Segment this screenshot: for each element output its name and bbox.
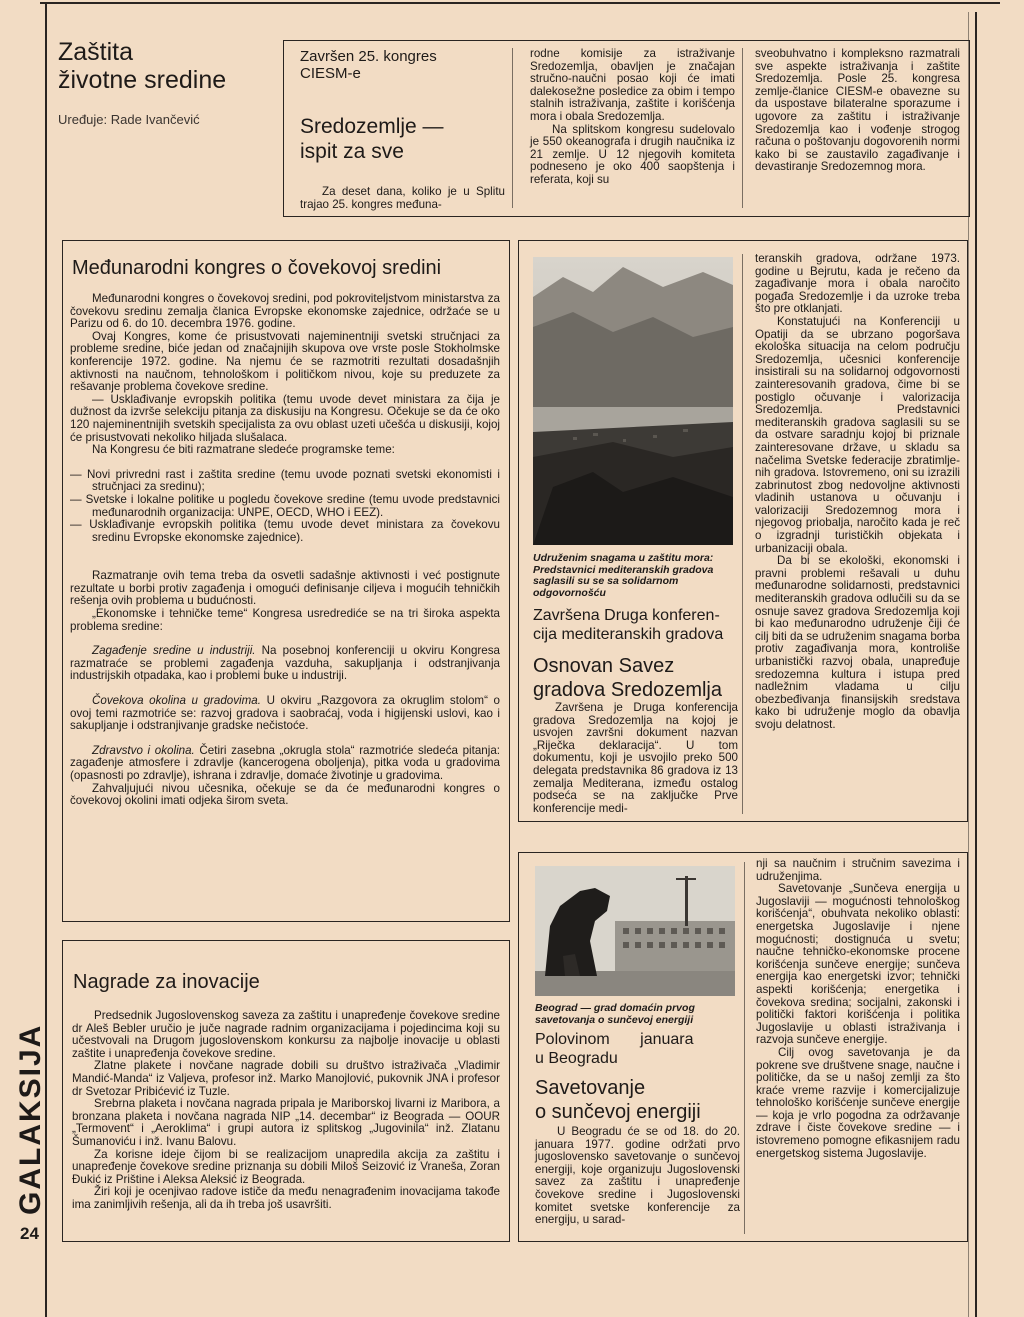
mediterranean-caption: Udruženim snagama u zaštitu mora: Predstavnici mediteranskih gradova saglasili su se sa solidarnom odgovornošću	[533, 552, 714, 599]
mediterranean-col2-p3: Da bi se ekološki, ekonomski i pravni problemi rešavali u duhu međunarodne solidarnosti, predstavnici mediteranskih gradova odlučili su da se osnuje savez gradova Sredozemlja koji bi kao međunarodno udruženje čiji će cilj biti da se udruženim snagama borba protiv zagađivanja mora, kontroliše urbanistički razvoj obala, unapređuje sredozemna kultura i istupa pred nadležnim vladama u cilju obezbeđivanja finansijskih sredstava kako bi udruženje moglo da obavlja svoju delatnost.	[755, 554, 960, 731]
solar-kicker-month: januara	[640, 1031, 694, 1048]
solar-col2-p3: Cilj ovog savetovanja je da pokrene sve društvene snage, naučne i političke, da se u našoj zemlji za što kraće vreme razvije i komercijalizuje tehnološko korišćenje sunčeve energije — koja je vrlo pogodna za održavanje zdrave i čiste čovekove sredine — i istovremeno pomogne efikasnijem radu energetskog sistema Jugoslavije.	[756, 1045, 960, 1160]
magazine-logo: GALAKSIJA	[14, 1023, 47, 1215]
top-headline-line1: Sredozemlje —	[300, 115, 444, 138]
solar-headline-line1: Savetovanje	[535, 1077, 646, 1099]
congress-p7	[70, 645, 500, 683]
solar-caption: Beograd — grad domaćin prvog savetovanja o sunčevoj energiji	[535, 1002, 695, 1026]
top-col2-p2: Na splitskom kongresu sudelovalo je 550 okeanografa i drugih naučnika iz 21 zemlje. U 12 njegovih komiteta podneseno je oko 400 saopštenja i referata, koji su	[530, 122, 735, 186]
top-col-rule-2	[742, 48, 743, 208]
congress-p9-text: Četiri zasebna „okrugla stola“ razmotriće sledeća pitanja: zagađenje atmosfere i zdravlje (kancerogena oboljenja), pitka voda u gradovima (opasnosti po zdravlje), ishrana i zdravlje, domaće životinje u gradovima.	[70, 743, 500, 782]
top-col2-p1: rodne komisije za istraživanje Sredozemlja, obavljen je značajan stručno-naučni posao koji će imati dalekosežne posledice za obim i tempo stalnih istraživanja, zaštite i korišćenja mora i obala Sredozemlja.	[530, 47, 735, 123]
frame-right-line	[975, 12, 977, 1317]
congress-body	[70, 293, 500, 808]
solar-col1	[535, 1126, 740, 1227]
solar-kicker	[535, 1030, 735, 1068]
top-article-col2	[530, 48, 735, 187]
awards-p3: Srebrna plaketa i novčana nagrada pripala je Mariborskoj livarni iz Maribora, a bronzana plaketa i novčana nagrada NIP „14. decembar“ iz Beograda — OOUR „Termovent“ i „Aeroklima“ i grupi autora iz splitskog „Jugovinila“ inž. Zlatanu Šumanoviću i inž. Ivanu Balovu.	[72, 1097, 500, 1148]
congress-list	[70, 469, 500, 545]
frame-top-line	[40, 2, 1000, 4]
congress-title: Međunarodni kongres o čovekovoj sredini	[72, 257, 442, 279]
section-header	[58, 38, 278, 127]
mediterranean-coast-photo	[533, 257, 733, 545]
congress-p5: Razmatranje ovih tema treba da osvetli sadašnje aktivnosti i već postignute rezultate u borbi protiv zagađenja i omogući definisanje ciljeva i mogućih tehničkih rešenja ovih problema u budućnosti.	[70, 569, 500, 608]
awards-p4: Za korisne ideje čijom bi se realizacijom unapredila akcija za zaštitu i unapređenje čovekove sredine priznanja su dobili Miloš Seizović iz Vraneša, Zoran Đukić iz Prištine i Aleksa Aleksić iz Beograda.	[72, 1147, 500, 1186]
congress-p8-text: U okviru „Razgovora za okruglim stolom“ o ovoj temi razmotriće se: razvoj gradova i saobraćaj, voda i higijenski uslovi, kao i sakupljanje i odstranjivanje gradske nečistoće.	[70, 694, 500, 733]
top-article-col1	[300, 186, 505, 211]
congress-p7-lead: Zagađenje sredine u industriji.	[92, 644, 256, 658]
top-headline-line2: ispit za sve	[300, 140, 404, 163]
solar-kicker-line2: u Beogradu	[535, 1050, 618, 1067]
section-title-line2: životne sredine	[58, 66, 227, 94]
congress-p10: Zahvaljujući nivou učesnika, očekuje se da će međunarodni kongres o čovekovoj okolini imati odjeka širom sveta.	[70, 781, 500, 808]
belgrade-photo-image	[535, 866, 735, 996]
solar-col1-text: U Beogradu će se od 18. do 20. januara 1977. godine održati prvo jugoslovensko savetovanje o sunčevoj energiji, koje organizuju Jugoslovenski savez za zaštitu i unapređenje čovekove sredine i Jugoslovenski komitet svetske konferencije za energiju, u sarad-	[535, 1125, 740, 1227]
solar-col2-p1: nji sa naučnim i stručnim savezima i udruženjima.	[756, 857, 960, 883]
top-article-col3	[755, 48, 960, 174]
mediterranean-kicker: Završena Druga konferencija mediteranskih gradova	[533, 607, 724, 643]
mediterranean-col2-p1: teranskih gradova, održane 1973. godine u Bejrutu, kada je rečeno da zagađivanje mora i obala naročito pogađa Sredozemlje i da uzroke treba što pre otklanjati.	[755, 252, 960, 316]
mediterranean-col2	[755, 253, 960, 732]
solar-headline	[535, 1076, 740, 1124]
congress-p6: „Ekonomske i tehničke teme“ Kongresa usredrediće se na tri široka aspekta problema sredine:	[70, 607, 500, 633]
congress-p8-lead: Čovekova okolina u gradovima.	[92, 694, 261, 708]
top-col-rule-1	[512, 48, 513, 208]
top-article-headline	[300, 114, 505, 164]
solar-caption-wrap	[535, 1003, 735, 1026]
mediterranean-caption-wrap	[533, 553, 733, 599]
coast-photo-image	[533, 257, 733, 545]
solar-col2-p2: Savetovanje „Sunčeva energija u Jugoslaviji — mogućnosti tehnološkog korišćenja“, obuhvata nekoliko oblasti: energetska Jugoslavije i njene mogućnosti; dostignuća u svetu; naučne tehničko-ekonomske procene korišćenja sunčeve energije; sunčeva energija kao energetski izvor; tehnički aspekti korišćenja; energetika i čovekova sredina; socijalni, zakonski i politički faktori korišćenja i politika Jugoslavije u oblasti istraživanja i razvoja sunčeve energije.	[756, 882, 960, 1047]
mediterranean-col-rule	[742, 254, 743, 814]
congress-list-item: — Svetske i lokalne politike u pogledu čovekove sredine (temu uvode predstavnici međunarodnih organizacija: UNPE, OECD, WHO i EEZ).	[70, 492, 500, 519]
congress-list-item: — Usklađivanje evropskih politika (temu uvode devet ministara za čovekovu sredinu Evropske ekonomske zajednice).	[70, 518, 500, 544]
congress-list-item: — Novi privredni rast i zaštita sredine (temu uvode poznati svetski ekonomisti i stručnjaci za sredinu);	[70, 467, 500, 494]
congress-p7-text: Na posebnoj konferenciji u okviru Kongresa razmatraće se problemi zagađenja vazduha, sakupljanja i odstranjivanja industrijskih otpadaka, kao i problemi buke u industriji.	[70, 644, 500, 683]
congress-p9	[70, 745, 500, 783]
congress-p3: — Usklađivanje evropskih politika (temu uvode devet ministara za čija je dužnost da izvrše selekciju pitanja za diskusiju na Kongresu. Očekuje se da će oko 120 najeminentnijih svetskih specijalista za ovu oblast uzeti učešća u diskusiji, kojoj će prisustvovati nekoliko hiljada slušalaca.	[70, 392, 500, 444]
awards-title: Nagrade za inovacije	[73, 971, 260, 993]
solar-kicker-line1: Polovinom	[535, 1031, 610, 1048]
mediterranean-col1	[533, 702, 738, 815]
belgrade-photo	[535, 866, 735, 996]
section-editor: Uređuje: Rade Ivančević	[58, 112, 200, 127]
section-title-line1: Zaštita	[58, 38, 134, 66]
mediterranean-headline: Osnovan Savez gradova Sredozemlja	[533, 655, 722, 701]
top-article-kicker: Završen 25. kongres CIESM-e	[300, 48, 437, 82]
congress-p9-lead: Zdravstvo i okolina.	[92, 743, 195, 757]
solar-col2	[756, 858, 960, 1160]
awards-p1: Predsednik Jugoslovenskog saveza za zaštitu i unapređenje čovekove sredine dr Aleš Bebler uručio je juče nagrade radnim organizacijama i pojedincima koji su učestvovali na Drugom jugoslovenskom konkursu za najbolje inovacije u oblasti zaštite i unapređenja čovekove sredine.	[72, 1009, 500, 1060]
awards-p2: Zlatne plakete i novčane nagrade dobili su društvo istraživača „Vladimir Mandić-Manda“ iz Valjeva, profesor inž. Marko Manojlović, pukovnik JNA i profesor dr Svetozar Pribićević iz Tuzle.	[72, 1059, 500, 1098]
solar-kicker-row1	[535, 1030, 735, 1049]
solar-headline-line2: o sunčevoj energiji	[535, 1101, 701, 1123]
page-number: 24	[20, 1224, 39, 1243]
mediterranean-col2-p2: Konstatujući na Konferenciji u Opatiji da se ubrzano pogoršava ekološka situacija na celom području Sredozemlja, učesnici konferencije insistirali su na solidarnoj odgovornosti zainteresovanih gradova, čime bi se postiglo očuvanje i valorizacija Sredozemlja. Predstavnici mediteranskih gradova saglasili su se da ostvare saradnju kojoj bi priznale zainteresovane države, u skladu sa načelima Svetske federacije zbratimljenih gradova. Istovremeno, oni su izrazili zabrinutost zbog nedovoljne aktivnosti vladinih ustanova u očuvanju i valorizaciji Sredozemnog mora i njegovog priobalja, naročito kada je reč o izgradnji turističkih objekata i urbanizaciji obala.	[755, 314, 960, 555]
solar-col-rule	[744, 862, 745, 1234]
top-col3-text: sveobuhvatno i kompleksno razmatrali sve aspekte istraživanja i zaštite Sredozemlja. Posle 25. kongresa zemlje-članice CIESM-e obavezne su da uspostave bilateralne sporazume i ugovore za zaštitu i istraživanje Sredozemlja kao i vođenje strogog računa o poštovanju dogovorenih normi kako bi se zaustavilo zagađivanje i devastiranje Sredozemnog mora.	[755, 47, 960, 174]
awards-p5: Žiri koji je ocenjivao radove ističe da među nenagrađenim inovacijama takođe ima zanimljivih rešenja, ali da ih treba još usavršiti.	[72, 1185, 500, 1211]
congress-p2: Ovaj Kongres, kome će prisustvovati najeminentniji svetski stručnjaci za probleme sredine, biće jedan od značajnijih skupova ove vrste posle Stokholmske konferencije 1972. godine. Na njemu će se razmotriti rezultati dosadašnjih aktivnosti na naučnom, tehnološkom i političkom nivou, koje su preduzete za rešavanje problema čovekove sredine.	[70, 329, 500, 394]
top-col1-text: Za deset dana, koliko je u Splitu trajao 25. kongres međuna-	[300, 185, 505, 211]
congress-p4: Na Kongresu će biti razmatrane sledeće programske teme:	[92, 443, 395, 457]
awards-body	[72, 1010, 500, 1212]
congress-p8	[70, 695, 500, 733]
congress-p1: Međunarodni kongres o čovekovoj sredini, pod pokroviteljstvom ministarstva za čovekovu sredinu zemalja članica Evropske ekonomske zajednice, održaće se u Parizu od 6. do 10. decembra 1976. godine.	[70, 292, 500, 331]
mediterranean-col1-text: Završena je Druga konferencija gradova Sredozemlja na kojoj je usvojen završni dokument nazvan „Riječka deklaracija“. U tom dokumentu, koji je usvojilo preko 500 delegata predstavnika 86 gradova iz 13 zemalja Mediterana, između ostalog podseća se na zaključke Prve konferencije medi-	[533, 701, 738, 815]
